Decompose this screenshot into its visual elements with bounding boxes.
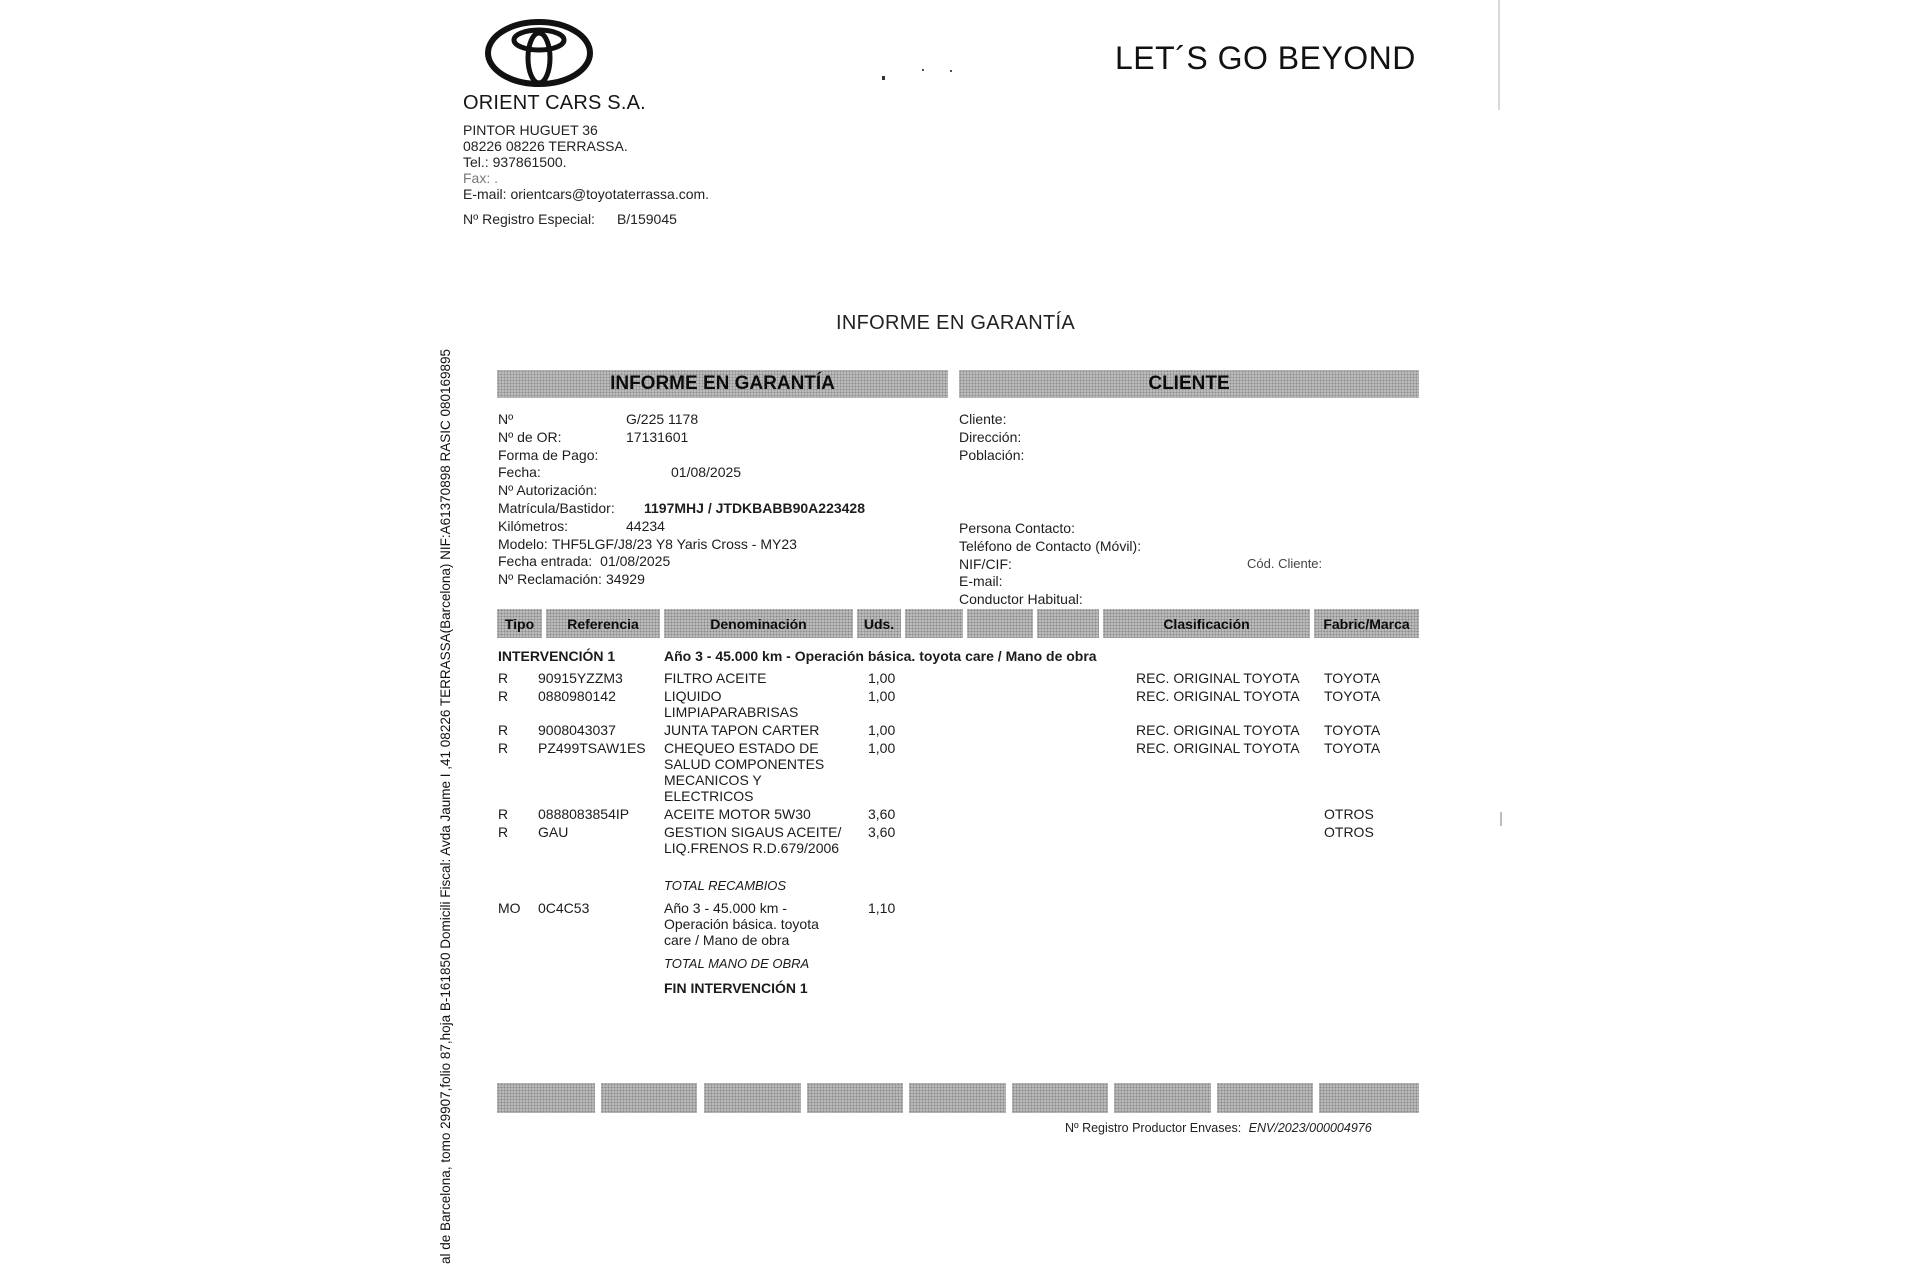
row-3-ref: 9008043037 xyxy=(538,722,616,738)
row-6-den: GESTION SIGAUS ACEITE/ LIQ.FRENOS R.D.679/2006 xyxy=(664,824,842,856)
client-info-top xyxy=(959,411,1429,464)
footer-band-5 xyxy=(909,1083,1006,1113)
mileage-label: Kilómetros: xyxy=(498,517,569,534)
plate-vin-value: 1197MHJ / JTDKBABB90A223428 xyxy=(644,499,865,516)
company-address xyxy=(463,122,709,202)
labor-row-ref: 0C4C53 xyxy=(538,900,590,916)
row-1-uds: 1,00 xyxy=(868,670,896,686)
row-2-den: LIQUIDO LIMPIAPARABRISAS xyxy=(664,688,799,720)
row-4-fab: TOYOTA xyxy=(1324,740,1381,756)
row-3-clas: REC. ORIGINAL TOYOTA xyxy=(1136,722,1300,738)
row-2-fab: TOYOTA xyxy=(1324,688,1381,704)
client-section-header: CLIENTE xyxy=(959,370,1419,398)
report-number-value: G/225 1178 xyxy=(626,411,699,427)
contact-person-label: Persona Contacto: xyxy=(959,520,1075,536)
client-info-bottom xyxy=(959,520,1429,609)
packaging-registry xyxy=(1065,1121,1372,1135)
toyota-logo-icon xyxy=(484,18,594,88)
packaging-registry-label: Nº Registro Productor Envases: xyxy=(1065,1121,1242,1135)
row-2-tipo: R xyxy=(498,688,509,704)
row-3-den: JUNTA TAPON CARTER xyxy=(664,722,820,738)
row-5-uds: 3,60 xyxy=(868,806,896,822)
row-1-tipo: R xyxy=(498,670,509,686)
mileage-value: 44234 xyxy=(626,517,665,534)
date-value: 01/08/2025 xyxy=(671,464,742,481)
footer-band-1 xyxy=(497,1083,595,1113)
contact-phone-label: Teléfono de Contacto (Móvil): xyxy=(959,537,1142,554)
row-1-fab: TOYOTA xyxy=(1324,670,1381,686)
footer-band-2 xyxy=(601,1083,697,1113)
registro-especial-label: Nº Registro Especial: xyxy=(463,211,595,227)
row-2-ref: 0880980142 xyxy=(538,688,616,704)
col-header-blank-3 xyxy=(1037,609,1099,638)
footer-band-7 xyxy=(1114,1083,1211,1113)
row-6-fab: OTROS xyxy=(1324,824,1374,840)
claim-label: Nº Reclamación: xyxy=(498,571,602,588)
packaging-registry-value: ENV/2023/000004976 xyxy=(1248,1121,1372,1135)
intervention-label: INTERVENCIÓN 1 xyxy=(498,648,616,664)
col-header-uds: Uds. xyxy=(857,609,901,638)
scan-specks xyxy=(880,64,970,84)
col-header-blank-1 xyxy=(905,609,963,638)
address-fax: Fax: . xyxy=(463,170,499,186)
footer-band-8 xyxy=(1217,1083,1313,1113)
row-1-clas: REC. ORIGINAL TOYOTA xyxy=(1136,670,1300,686)
registro-especial-value: B/159045 xyxy=(616,211,677,227)
legal-side-text: al de Barcelona, tomo 29907,folio 87,hoja B-161850 Domicili Fiscal: Avda Jaume I ,41 08226 TERRASSA(Barcelona) NIF:A61370898 RASIC 080169895 xyxy=(438,348,453,1264)
row-2-uds: 1,00 xyxy=(868,688,896,704)
row-5-tipo: R xyxy=(498,806,509,822)
date-row xyxy=(498,464,958,482)
address-phone: Tel.: 937861500. xyxy=(463,154,567,170)
row-5-ref: 0888083854IP xyxy=(538,806,630,822)
labor-row-tipo: MO xyxy=(498,900,521,916)
row-3-uds: 1,00 xyxy=(868,722,896,738)
client-code-label: Cód. Cliente: xyxy=(1247,556,1323,571)
scan-edge-line xyxy=(1498,0,1500,110)
report-number-label: Nº xyxy=(498,411,514,427)
address-email: E-mail: orientcars@toyotaterrassa.com. xyxy=(463,186,710,202)
report-number-row xyxy=(498,411,958,429)
address-label: Dirección: xyxy=(959,428,1022,445)
footer-band-4 xyxy=(807,1083,903,1113)
nif-label: NIF/CIF: xyxy=(959,555,1012,572)
total-parts-label: TOTAL RECAMBIOS xyxy=(664,878,787,893)
claim-row xyxy=(498,571,958,589)
col-header-blank-2 xyxy=(967,609,1033,638)
plate-vin-label: Matrícula/Bastidor: xyxy=(498,499,615,516)
footer-band-6 xyxy=(1012,1083,1108,1113)
authorization-label: Nº Autorización: xyxy=(498,482,598,499)
payment-method-label: Forma de Pago: xyxy=(498,446,599,463)
address-city: 08226 08226 TERRASSA. xyxy=(463,138,628,154)
labor-row-uds: 1,10 xyxy=(868,900,896,916)
row-6-ref: GAU xyxy=(538,824,569,840)
col-header-referencia: Referencia xyxy=(546,609,660,638)
row-4-tipo: R xyxy=(498,740,509,756)
brand-slogan: LET´S GO BEYOND xyxy=(1115,40,1416,76)
row-4-clas: REC. ORIGINAL TOYOTA xyxy=(1136,740,1300,756)
claim-value: 34929 xyxy=(605,571,645,588)
row-1-den: FILTRO ACEITE xyxy=(664,670,767,686)
row-4-ref: PZ499TSAW1ES xyxy=(538,740,646,756)
entry-date-row xyxy=(498,553,958,571)
total-labor-label: TOTAL MANO DE OBRA xyxy=(664,956,810,971)
col-header-denominacion: Denominación xyxy=(664,609,853,638)
row-2-clas: REC. ORIGINAL TOYOTA xyxy=(1136,688,1300,704)
scan-edge-mark xyxy=(1500,812,1502,826)
col-header-clasificacion: Clasificación xyxy=(1103,609,1310,638)
document-title: INFORME EN GARANTÍA xyxy=(836,312,1076,334)
row-5-den: ACEITE MOTOR 5W30 xyxy=(664,806,811,822)
footer-band-3 xyxy=(704,1083,801,1113)
company-name: ORIENT CARS S.A. xyxy=(463,92,646,114)
row-5-fab: OTROS xyxy=(1324,806,1374,822)
entry-date-value: 01/08/2025 xyxy=(600,553,671,570)
address-street: PINTOR HUGUET 36 xyxy=(463,122,598,138)
town-label: Población: xyxy=(959,446,1025,463)
intervention-description: Año 3 - 45.000 km - Operación básica. toyota care / Mano de obra xyxy=(664,648,1097,664)
end-intervention-label: FIN INTERVENCIÓN 1 xyxy=(664,980,808,996)
model-value: THF5LGF/J8/23 Y8 Yaris Cross - MY23 xyxy=(551,535,797,552)
plate-vin-row xyxy=(498,500,958,518)
mileage-row xyxy=(498,518,958,536)
col-header-fabric: Fabric/Marca xyxy=(1314,609,1419,638)
row-4-uds: 1,00 xyxy=(868,740,896,756)
row-6-tipo: R xyxy=(498,824,509,840)
or-number-row xyxy=(498,429,958,447)
row-4-den: CHEQUEO ESTADO DE SALUD COMPONENTES MECANICOS Y ELECTRICOS xyxy=(664,740,825,804)
authorization-row xyxy=(498,482,958,500)
registro-especial xyxy=(463,211,677,227)
report-section-header: INFORME EN GARANTÍA xyxy=(497,370,948,398)
client-label: Cliente: xyxy=(959,411,1007,427)
row-1-ref: 90915YZZM3 xyxy=(538,670,623,686)
report-info xyxy=(498,411,958,589)
row-3-fab: TOYOTA xyxy=(1324,722,1381,738)
client-email-label: E-mail: xyxy=(959,573,1003,590)
col-header-tipo: Tipo xyxy=(497,609,542,638)
model-label: Modelo: xyxy=(498,535,548,552)
payment-method-row xyxy=(498,447,958,465)
model-row xyxy=(498,536,958,554)
labor-row-den: Año 3 - 45.000 km - Operación básica. toyota care / Mano de obra xyxy=(664,900,819,948)
entry-date-label: Fecha entrada: xyxy=(498,553,593,570)
row-3-tipo: R xyxy=(498,722,509,738)
date-label: Fecha: xyxy=(498,464,541,481)
usual-driver-label: Conductor Habitual: xyxy=(959,591,1083,608)
or-number-value: 17131601 xyxy=(626,428,689,445)
row-6-uds: 3,60 xyxy=(868,824,896,840)
or-number-label: Nº de OR: xyxy=(498,428,562,445)
footer-band-9 xyxy=(1319,1083,1419,1113)
